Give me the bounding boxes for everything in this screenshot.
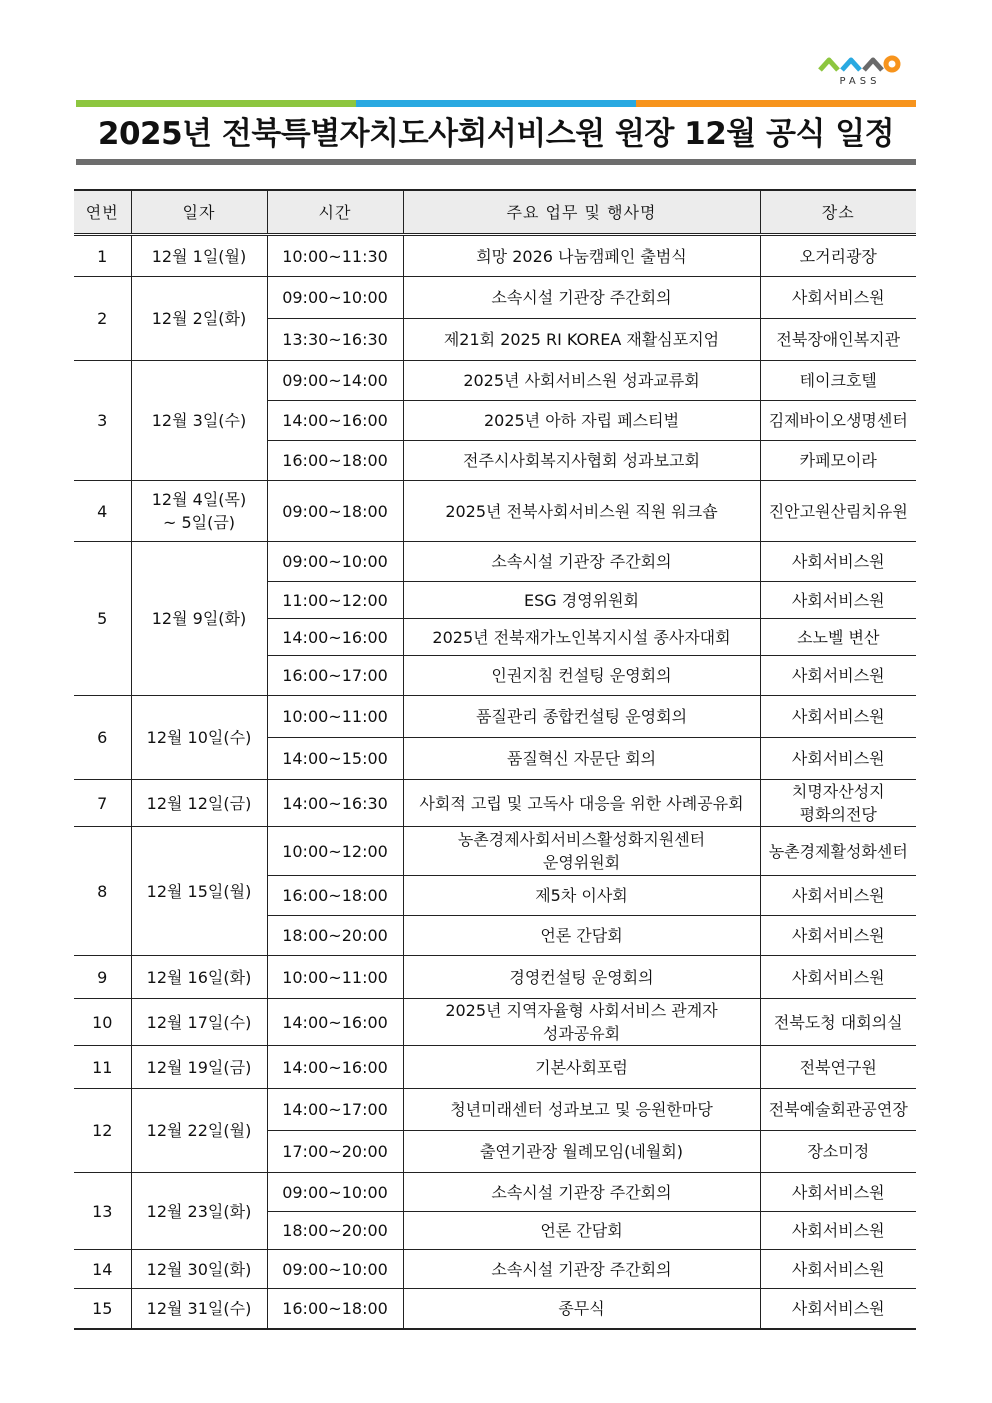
row-place: 사회서비스원 bbox=[760, 1173, 916, 1212]
row-event: 2025년 사회서비스원 성과교류회 bbox=[403, 361, 760, 401]
row-time: 14:00~16:00 bbox=[267, 1046, 403, 1089]
row-place: 사회서비스원 bbox=[760, 542, 916, 582]
row-place: 전북연구원 bbox=[760, 1046, 916, 1089]
row-time: 18:00~20:00 bbox=[267, 1212, 403, 1250]
table-row bbox=[74, 481, 916, 542]
header-time: 시간 bbox=[267, 190, 403, 235]
row-place: 사회서비스원 bbox=[760, 916, 916, 956]
row-time: 14:00~17:00 bbox=[267, 1089, 403, 1131]
row-event: 청년미래센터 성과보고 및 응원한마당 bbox=[403, 1089, 760, 1131]
row-number: 15 bbox=[74, 1289, 131, 1329]
pass-logo bbox=[812, 48, 908, 92]
row-event: 2025년 지역자율형 사회서비스 관계자 성과공유회 bbox=[403, 999, 760, 1046]
row-place: 사회서비스원 bbox=[760, 582, 916, 619]
schedule-table bbox=[74, 189, 916, 1330]
row-event: 소속시설 기관장 주간회의 bbox=[403, 542, 760, 582]
row-place: 사회서비스원 bbox=[760, 1289, 916, 1329]
row-time: 10:00~11:30 bbox=[267, 235, 403, 277]
row-place: 사회서비스원 bbox=[760, 956, 916, 999]
row-place: 농촌경제활성화센터 bbox=[760, 827, 916, 876]
table-row bbox=[74, 361, 916, 401]
row-event: 소속시설 기관장 주간회의 bbox=[403, 277, 760, 319]
row-time: 09:00~10:00 bbox=[267, 1250, 403, 1289]
row-event: 출연기관장 월례모임(네월회) bbox=[403, 1131, 760, 1173]
header-bar-green bbox=[76, 100, 356, 107]
row-event: 제5차 이사회 bbox=[403, 876, 760, 916]
row-date: 12월 10일(수) bbox=[131, 696, 267, 780]
row-event: 경영컨설팅 운영회의 bbox=[403, 956, 760, 999]
pass-logo-icon bbox=[812, 48, 908, 78]
row-time: 18:00~20:00 bbox=[267, 916, 403, 956]
row-number: 4 bbox=[74, 481, 131, 542]
row-event: 인권지침 컨설팅 운영회의 bbox=[403, 656, 760, 696]
row-date: 12월 31일(수) bbox=[131, 1289, 267, 1329]
title-underline bbox=[76, 159, 916, 165]
row-number: 13 bbox=[74, 1173, 131, 1250]
row-number: 10 bbox=[74, 999, 131, 1046]
table-row bbox=[74, 542, 916, 582]
row-number: 1 bbox=[74, 235, 131, 277]
row-date: 12월 19일(금) bbox=[131, 1046, 267, 1089]
row-event: 농촌경제사회서비스활성화지원센터 운영위원회 bbox=[403, 827, 760, 876]
row-time: 14:00~16:00 bbox=[267, 619, 403, 656]
header-no: 연번 bbox=[74, 190, 131, 235]
row-time: 16:00~18:00 bbox=[267, 441, 403, 481]
table-row bbox=[74, 1046, 916, 1089]
header-bar-orange bbox=[636, 100, 916, 107]
row-date: 12월 23일(화) bbox=[131, 1173, 267, 1250]
logo-text: PASS bbox=[839, 76, 881, 87]
row-number: 9 bbox=[74, 956, 131, 999]
row-place: 전북도청 대회의실 bbox=[760, 999, 916, 1046]
row-time: 11:00~12:00 bbox=[267, 582, 403, 619]
schedule-body bbox=[74, 235, 916, 1329]
row-event: 언론 간담회 bbox=[403, 916, 760, 956]
row-event: 언론 간담회 bbox=[403, 1212, 760, 1250]
row-event: 품질관리 종합컨설팅 운영회의 bbox=[403, 696, 760, 738]
row-number: 12 bbox=[74, 1089, 131, 1173]
row-place: 사회서비스원 bbox=[760, 1212, 916, 1250]
row-time: 10:00~12:00 bbox=[267, 827, 403, 876]
row-event: 전주시사회복지사협회 성과보고회 bbox=[403, 441, 760, 481]
row-time: 09:00~10:00 bbox=[267, 1173, 403, 1212]
row-date: 12월 15일(월) bbox=[131, 827, 267, 956]
row-place: 테이크호텔 bbox=[760, 361, 916, 401]
row-time: 09:00~10:00 bbox=[267, 277, 403, 319]
row-number: 2 bbox=[74, 277, 131, 361]
row-place: 사회서비스원 bbox=[760, 277, 916, 319]
table-row bbox=[74, 277, 916, 319]
row-place: 진안고원산림치유원 bbox=[760, 481, 916, 542]
row-event: 희망 2026 나눔캠페인 출범식 bbox=[403, 235, 760, 277]
row-event: 사회적 고립 및 고독사 대응을 위한 사례공유회 bbox=[403, 780, 760, 827]
table-row bbox=[74, 999, 916, 1046]
header-date: 일자 bbox=[131, 190, 267, 235]
row-place: 전북예술회관공연장 bbox=[760, 1089, 916, 1131]
row-place: 사회서비스원 bbox=[760, 876, 916, 916]
row-number: 11 bbox=[74, 1046, 131, 1089]
row-place: 사회서비스원 bbox=[760, 656, 916, 696]
row-date: 12월 2일(화) bbox=[131, 277, 267, 361]
row-place: 김제바이오생명센터 bbox=[760, 401, 916, 441]
row-number: 6 bbox=[74, 696, 131, 780]
row-number: 7 bbox=[74, 780, 131, 827]
row-time: 17:00~20:00 bbox=[267, 1131, 403, 1173]
row-event: 2025년 아하 자립 페스티벌 bbox=[403, 401, 760, 441]
row-time: 13:30~16:30 bbox=[267, 319, 403, 361]
row-place: 사회서비스원 bbox=[760, 738, 916, 780]
row-time: 16:00~18:00 bbox=[267, 876, 403, 916]
header-bar-blue bbox=[356, 100, 636, 107]
table-row bbox=[74, 235, 916, 277]
table-row bbox=[74, 1250, 916, 1289]
row-event: 소속시설 기관장 주간회의 bbox=[403, 1250, 760, 1289]
row-date: 12월 22일(월) bbox=[131, 1089, 267, 1173]
row-time: 10:00~11:00 bbox=[267, 956, 403, 999]
table-row bbox=[74, 1173, 916, 1212]
row-place: 카페모이라 bbox=[760, 441, 916, 481]
row-date: 12월 9일(화) bbox=[131, 542, 267, 696]
row-place: 사회서비스원 bbox=[760, 1250, 916, 1289]
row-time: 09:00~18:00 bbox=[267, 481, 403, 542]
table-header-row bbox=[74, 190, 916, 235]
row-date: 12월 16일(화) bbox=[131, 956, 267, 999]
row-event: 2025년 전북사회서비스원 직원 워크숍 bbox=[403, 481, 760, 542]
row-number: 3 bbox=[74, 361, 131, 481]
row-date: 12월 1일(월) bbox=[131, 235, 267, 277]
table-row bbox=[74, 1289, 916, 1329]
header-event: 주요 업무 및 행사명 bbox=[403, 190, 760, 235]
row-event: 기본사회포럼 bbox=[403, 1046, 760, 1089]
row-place: 치명자산성지 평화의전당 bbox=[760, 780, 916, 827]
row-event: 품질혁신 자문단 회의 bbox=[403, 738, 760, 780]
table-row bbox=[74, 780, 916, 827]
table-row bbox=[74, 827, 916, 876]
row-date: 12월 30일(화) bbox=[131, 1250, 267, 1289]
row-place: 사회서비스원 bbox=[760, 696, 916, 738]
row-date: 12월 4일(목) ~ 5일(금) bbox=[131, 481, 267, 542]
row-number: 5 bbox=[74, 542, 131, 696]
row-place: 소노벨 변산 bbox=[760, 619, 916, 656]
row-time: 14:00~16:00 bbox=[267, 999, 403, 1046]
table-row bbox=[74, 1089, 916, 1131]
table-row bbox=[74, 696, 916, 738]
row-place: 전북장애인복지관 bbox=[760, 319, 916, 361]
row-number: 14 bbox=[74, 1250, 131, 1289]
row-date: 12월 3일(수) bbox=[131, 361, 267, 481]
row-time: 09:00~14:00 bbox=[267, 361, 403, 401]
row-time: 14:00~16:00 bbox=[267, 401, 403, 441]
header-place: 장소 bbox=[760, 190, 916, 235]
row-place: 장소미정 bbox=[760, 1131, 916, 1173]
row-date: 12월 12일(금) bbox=[131, 780, 267, 827]
row-time: 10:00~11:00 bbox=[267, 696, 403, 738]
table-row bbox=[74, 956, 916, 999]
row-time: 09:00~10:00 bbox=[267, 542, 403, 582]
row-event: 제21회 2025 RI KOREA 재활심포지엄 bbox=[403, 319, 760, 361]
row-event: 2025년 전북재가노인복지시설 종사자대회 bbox=[403, 619, 760, 656]
row-event: 소속시설 기관장 주간회의 bbox=[403, 1173, 760, 1212]
row-time: 14:00~16:30 bbox=[267, 780, 403, 827]
row-number: 8 bbox=[74, 827, 131, 956]
row-time: 14:00~15:00 bbox=[267, 738, 403, 780]
row-time: 16:00~18:00 bbox=[267, 1289, 403, 1329]
row-time: 16:00~17:00 bbox=[267, 656, 403, 696]
row-date: 12월 17일(수) bbox=[131, 999, 267, 1046]
page-title: 2025년 전북특별자치도사회서비스원 원장 12월 공식 일정 bbox=[97, 116, 895, 152]
row-place: 오거리광장 bbox=[760, 235, 916, 277]
row-event: ESG 경영위원회 bbox=[403, 582, 760, 619]
row-event: 종무식 bbox=[403, 1289, 760, 1329]
